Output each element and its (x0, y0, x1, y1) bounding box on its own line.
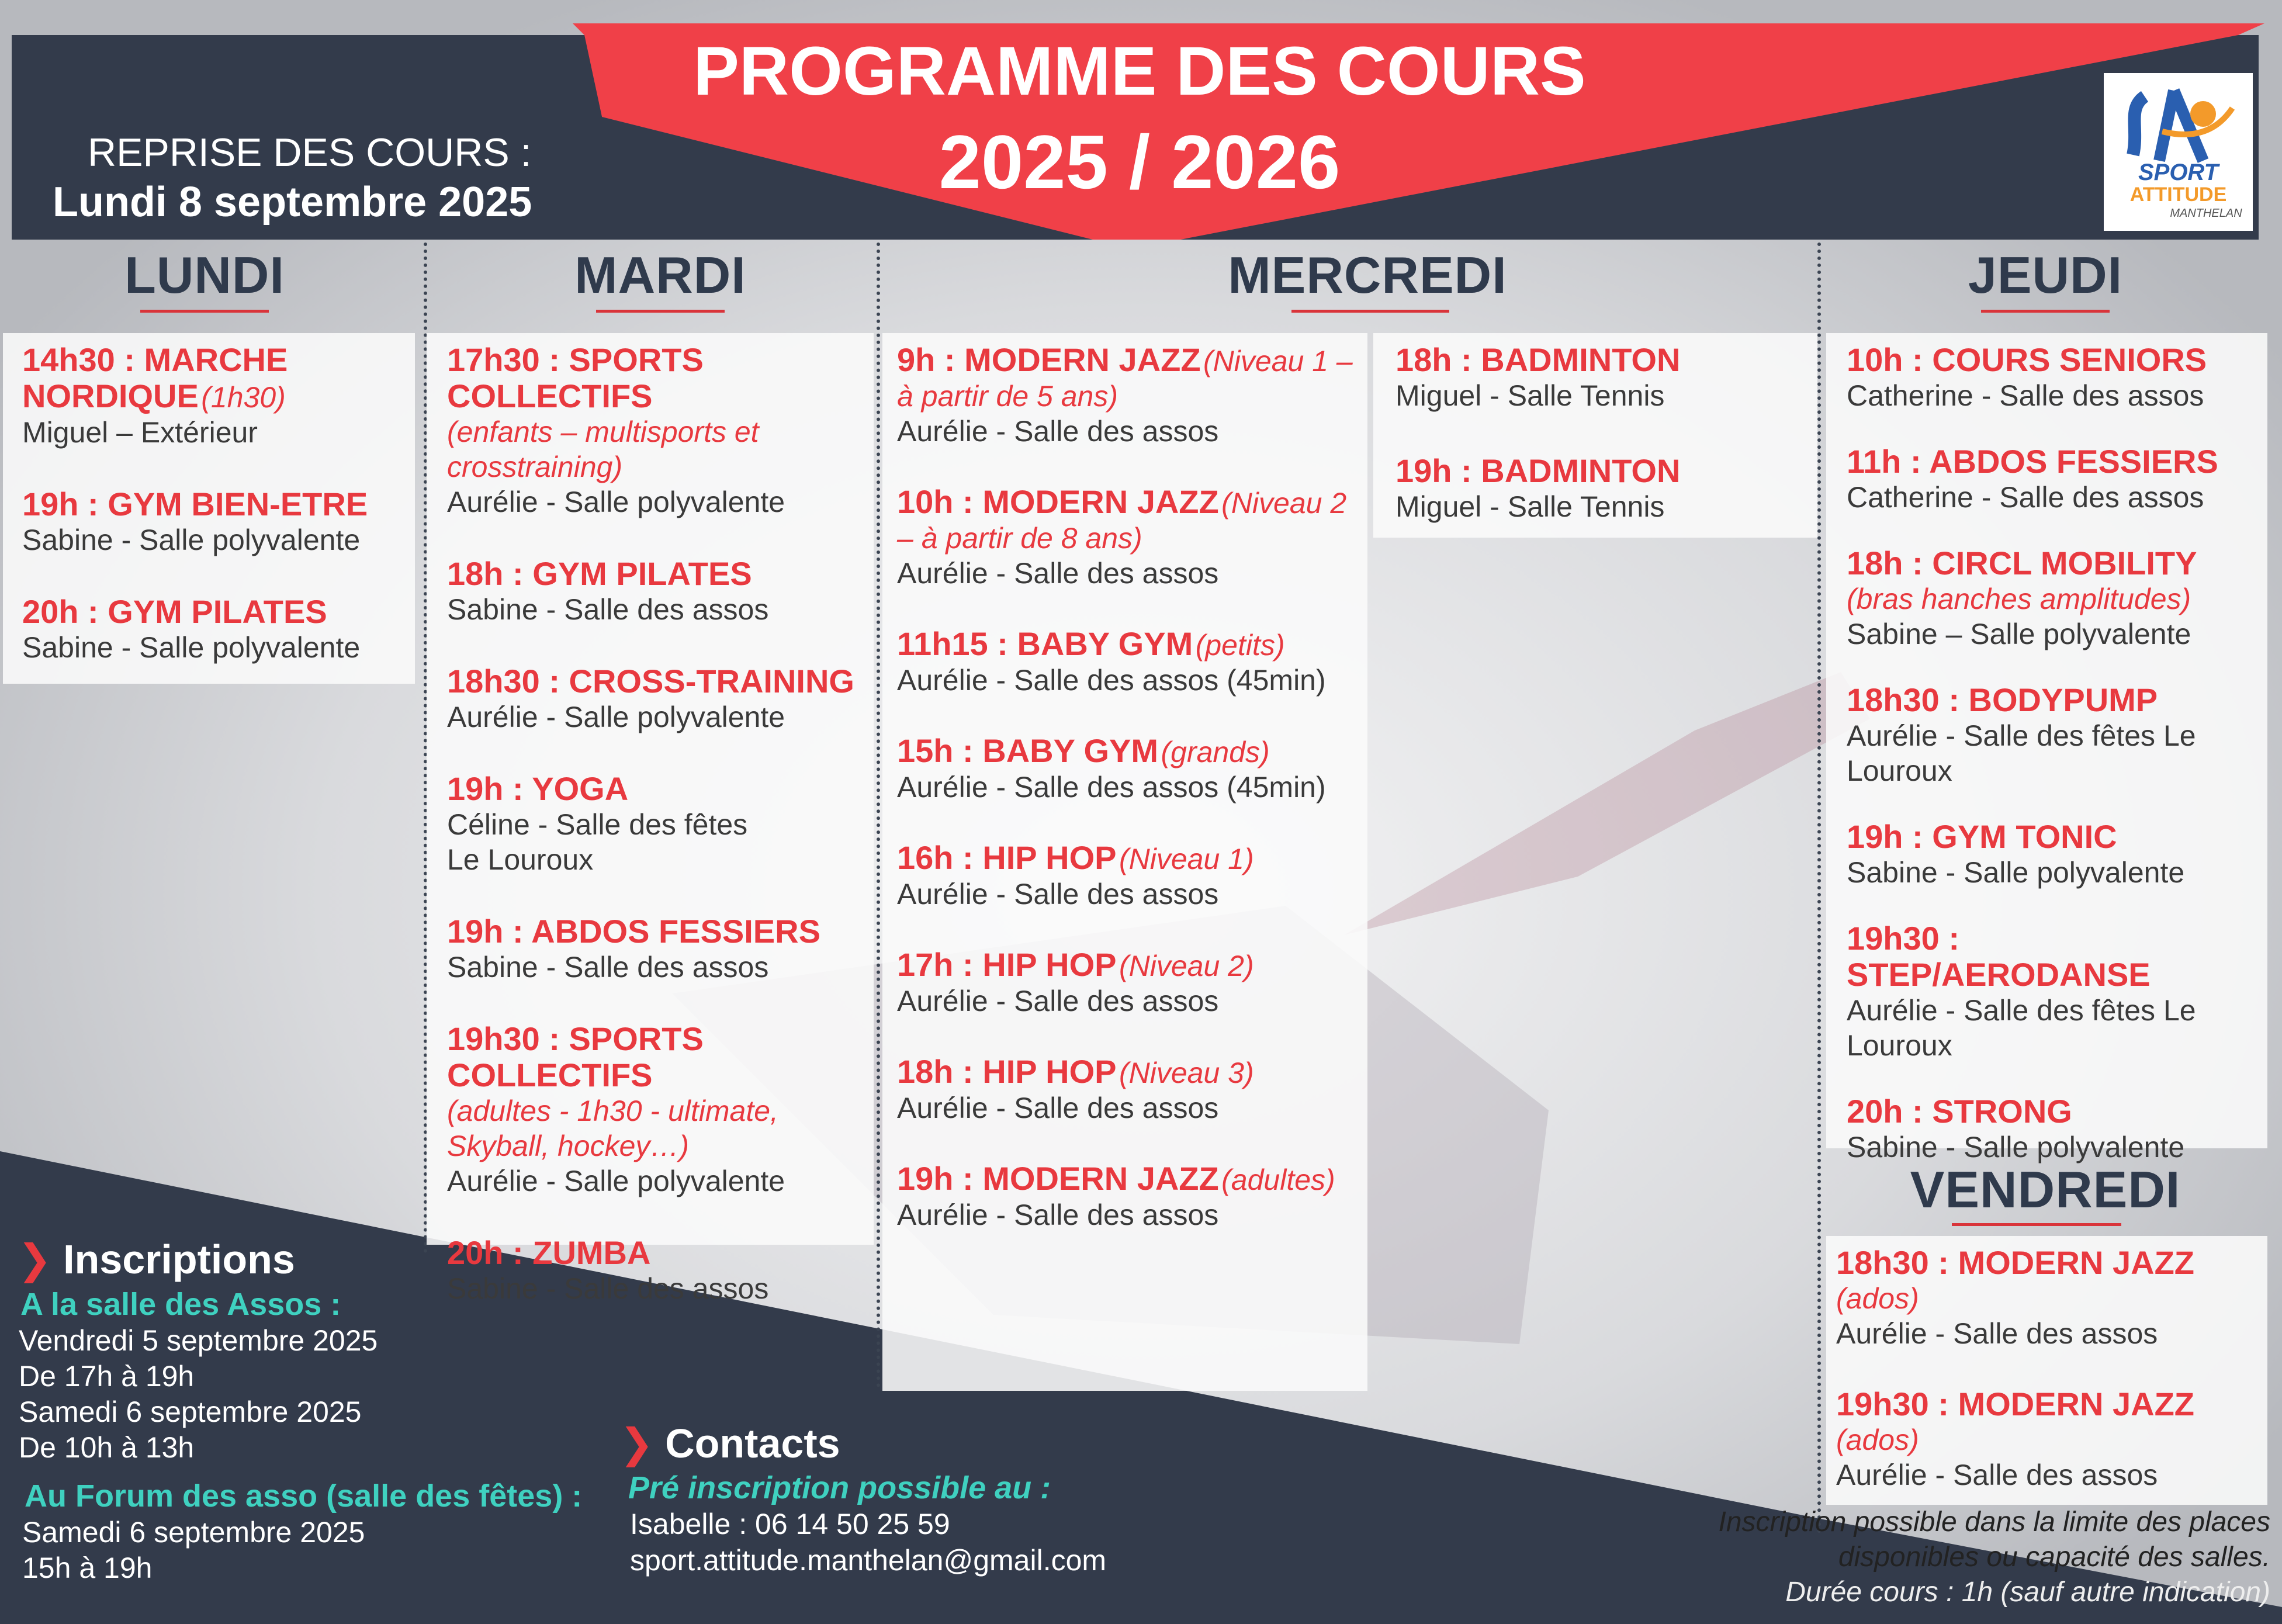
class-note: (ados) (1836, 1282, 1919, 1315)
class-title: 17h30 : SPORTS COLLECTIFS (447, 341, 704, 414)
class-entry (1836, 1386, 2263, 1493)
class-location: Sabine - Salle polyvalente (1847, 856, 2185, 889)
column-mercredi-right (1395, 342, 1805, 560)
class-location: Miguel - Salle Tennis (1395, 379, 1665, 412)
class-entry (447, 1021, 874, 1199)
salle-line: De 10h à 13h (19, 1431, 195, 1464)
class-note: (Niveau 2) (1119, 950, 1254, 982)
class-location: Miguel – Extérieur (22, 416, 258, 449)
class-entry (1847, 1093, 2262, 1165)
salle-line: Samedi 6 septembre 2025 (19, 1396, 362, 1428)
day-heading-jeudi: JEUDI (1968, 246, 2123, 304)
class-entry (1847, 342, 2262, 413)
class-location: Aurélie - Salle des fêtes Le Louroux (1847, 719, 2196, 787)
class-title: 11h : ABDOS FESSIERS (1847, 443, 2218, 480)
class-title: 20h : ZUMBA (447, 1234, 651, 1271)
class-title: 18h : HIP HOP (897, 1053, 1117, 1090)
class-entry (447, 913, 874, 985)
chevron-right-icon: ❯ (18, 1237, 52, 1282)
footer-note (1569, 1505, 2270, 1610)
page-title: PROGRAMME DES COURS (693, 33, 1586, 110)
salle-heading: A la salle des Assos : (20, 1287, 341, 1322)
contacts-subheading: Pré inscription possible au : (628, 1470, 1051, 1505)
class-note: (adultes - 1h30 - ultimate, Skyball, hockey…) (447, 1095, 778, 1162)
class-entry (447, 342, 874, 520)
class-title: 18h30 : CROSS-TRAINING (447, 663, 854, 700)
class-location: Sabine - Salle des assos (447, 951, 769, 984)
class-title: 18h : GYM PILATES (447, 555, 752, 592)
footer-note-line: disponibles ou capacité des salles. (1838, 1542, 2270, 1573)
class-title: 20h : GYM PILATES (22, 593, 327, 630)
contact-phone: Isabelle : 06 14 50 25 59 (630, 1508, 950, 1540)
class-location: Sabine - Salle des assos (447, 593, 769, 626)
class-location: Sabine - Salle polyvalente (22, 524, 361, 556)
class-note: (Niveau 1 – à partir de 5 ans) (897, 345, 1353, 413)
class-title: 19h30 : SPORTS COLLECTIFS (447, 1020, 704, 1093)
mercredi-underline (1291, 310, 1449, 313)
class-location: Aurélie - Salle des assos (897, 985, 1219, 1017)
class-title: 18h : CIRCL MOBILITY (1847, 545, 2197, 581)
class-location: Aurélie - Salle des assos (897, 415, 1219, 448)
day-heading-mardi: MARDI (574, 246, 746, 304)
class-title: 19h30 : STEP/AERODANSE (1847, 920, 2151, 993)
class-location: Aurélie - Salle des assos (897, 1092, 1219, 1124)
class-entry (22, 486, 408, 558)
class-location: Aurélie - Salle des assos (1836, 1459, 2158, 1491)
class-location: Sabine – Salle polyvalente (1847, 618, 2191, 650)
class-entry (897, 484, 1359, 591)
class-location: Aurélie - Salle des assos (897, 878, 1219, 910)
season-title: 2025 / 2026 (939, 119, 1341, 205)
forum-line: 15h à 19h (22, 1552, 153, 1584)
class-location: Sabine - Salle des assos (447, 1272, 769, 1305)
separator-mercredi-jeudi (1817, 243, 1821, 1534)
class-location: Aurélie - Salle des assos (45min) (897, 664, 1326, 697)
class-location: Aurélie - Salle des assos (1836, 1317, 2158, 1350)
class-location: Aurélie - Salle des assos (897, 1199, 1219, 1231)
class-entry (897, 1054, 1359, 1126)
class-title: 11h15 : BABY GYM (897, 625, 1193, 662)
class-note: (enfants – multisports et crosstraining) (447, 415, 759, 483)
column-mardi (447, 342, 874, 1342)
class-entry (1847, 444, 2262, 515)
class-entry (1395, 342, 1805, 413)
class-note: (Niveau 3) (1119, 1057, 1254, 1089)
inscriptions-heading-row (18, 1233, 602, 1286)
reprise-label: REPRISE DES COURS : (88, 130, 532, 175)
forum-heading: Au Forum des asso (salle des fêtes) : (25, 1478, 583, 1514)
class-entry (897, 342, 1359, 449)
class-note: (grands) (1161, 736, 1270, 768)
class-entry (447, 771, 874, 877)
class-title: 19h : MODERN JAZZ (897, 1160, 1219, 1197)
inscriptions-section (18, 1233, 602, 1586)
class-title: 19h : ABDOS FESSIERS (447, 913, 820, 950)
logo (2104, 73, 2253, 231)
day-heading-lundi: LUNDI (124, 246, 285, 304)
class-title: 18h : BADMINTON (1395, 341, 1681, 378)
vendredi-underline (1952, 1223, 2121, 1226)
class-entry (897, 626, 1359, 698)
class-location: Sabine - Salle polyvalente (1847, 1131, 2185, 1164)
logo-text-attitude: ATTITUDE (2129, 183, 2227, 206)
class-location: Aurélie - Salle des assos (897, 557, 1219, 590)
class-title: 10h : COURS SENIORS (1847, 341, 2207, 378)
salle-line: Vendredi 5 septembre 2025 (19, 1324, 378, 1357)
class-title: 19h : GYM BIEN-ETRE (22, 486, 368, 522)
class-location: Aurélie - Salle des assos (45min) (897, 771, 1326, 804)
class-entry (897, 733, 1359, 805)
class-entry (1847, 545, 2262, 652)
class-location: Catherine - Salle des assos (1847, 379, 2204, 412)
day-heading-mercredi: MERCREDI (1228, 246, 1507, 304)
chevron-right-icon: ❯ (619, 1421, 654, 1466)
footer-note-line: Inscription possible dans la limite des places (1718, 1507, 2270, 1538)
class-title: 15h : BABY GYM (897, 732, 1159, 769)
class-title: 20h : STRONG (1847, 1093, 2072, 1130)
class-entry (447, 663, 874, 735)
class-entry (897, 1161, 1359, 1232)
class-title: 19h : BADMINTON (1395, 452, 1681, 489)
class-title: 19h : GYM TONIC (1847, 818, 2117, 855)
class-location: Miguel - Salle Tennis (1395, 490, 1665, 523)
class-title: 10h : MODERN JAZZ (897, 483, 1219, 520)
class-title: 18h30 : MODERN JAZZ (1836, 1244, 2194, 1281)
class-title: 14h30 : MARCHE NORDIQUE (22, 341, 288, 414)
column-mercredi-left (897, 342, 1359, 1232)
class-title: 18h30 : BODYPUMP (1847, 681, 2158, 718)
lundi-underline (140, 310, 269, 313)
class-entry (1395, 453, 1805, 524)
logo-text-manthelan: MANTHELAN (2170, 207, 2242, 220)
contacts-heading-row (619, 1417, 1262, 1470)
class-entry (22, 342, 408, 450)
class-location: Céline - Salle des fêtes Le Louroux (447, 808, 748, 876)
class-note: (1h30) (201, 381, 286, 414)
class-title: 9h : MODERN JAZZ (897, 341, 1201, 378)
class-entry (1836, 1245, 2263, 1351)
class-note: (ados) (1836, 1424, 1919, 1456)
logo-emblem-icon (2104, 73, 2253, 167)
class-note: (adultes) (1221, 1164, 1335, 1196)
class-entry (1847, 819, 2262, 890)
class-location: Aurélie - Salle polyvalente (447, 701, 785, 733)
class-entry (22, 594, 408, 665)
forum-line: Samedi 6 septembre 2025 (22, 1516, 365, 1549)
jeudi-underline (1981, 310, 2110, 313)
contacts-heading: Contacts (665, 1421, 840, 1466)
footer-note-line: Durée cours : 1h (sauf autre indication) (1785, 1577, 2270, 1608)
class-location: Aurélie - Salle polyvalente (447, 1165, 785, 1197)
column-lundi (22, 342, 408, 701)
class-entry (447, 556, 874, 627)
column-jeudi (1847, 342, 2262, 1165)
class-location: Aurélie - Salle polyvalente (447, 486, 785, 518)
salle-line: De 17h à 19h (19, 1360, 195, 1393)
mardi-underline (596, 310, 725, 313)
class-title: 19h30 : MODERN JAZZ (1836, 1386, 2194, 1422)
day-heading-vendredi: VENDREDI (1910, 1161, 2181, 1218)
class-entry (1847, 682, 2262, 788)
column-vendredi (1836, 1245, 2263, 1493)
class-note: (bras hanches amplitudes) (1847, 583, 2191, 615)
logo-text-sport: SPORT (2138, 160, 2219, 185)
class-title: 19h : YOGA (447, 770, 629, 807)
class-note: (petits) (1195, 629, 1285, 662)
separator-mardi-mercredi (877, 243, 880, 1388)
class-title: 16h : HIP HOP (897, 839, 1117, 876)
class-title: 17h : HIP HOP (897, 946, 1117, 983)
reprise-date: Lundi 8 septembre 2025 (53, 179, 532, 226)
class-note: (Niveau 1) (1119, 843, 1254, 875)
contact-email[interactable]: sport.attitude.manthelan@gmail.com (630, 1544, 1107, 1577)
class-location: Aurélie - Salle des fêtes Le Louroux (1847, 994, 2196, 1062)
class-location: Catherine - Salle des assos (1847, 481, 2204, 514)
class-entry (1847, 920, 2262, 1063)
class-note: (Niveau 2 – à partir de 8 ans) (897, 487, 1347, 555)
class-location: Sabine - Salle polyvalente (22, 631, 361, 664)
contacts-section (619, 1417, 1262, 1578)
class-entry (897, 947, 1359, 1019)
class-entry (897, 840, 1359, 912)
inscriptions-heading: Inscriptions (63, 1237, 295, 1282)
